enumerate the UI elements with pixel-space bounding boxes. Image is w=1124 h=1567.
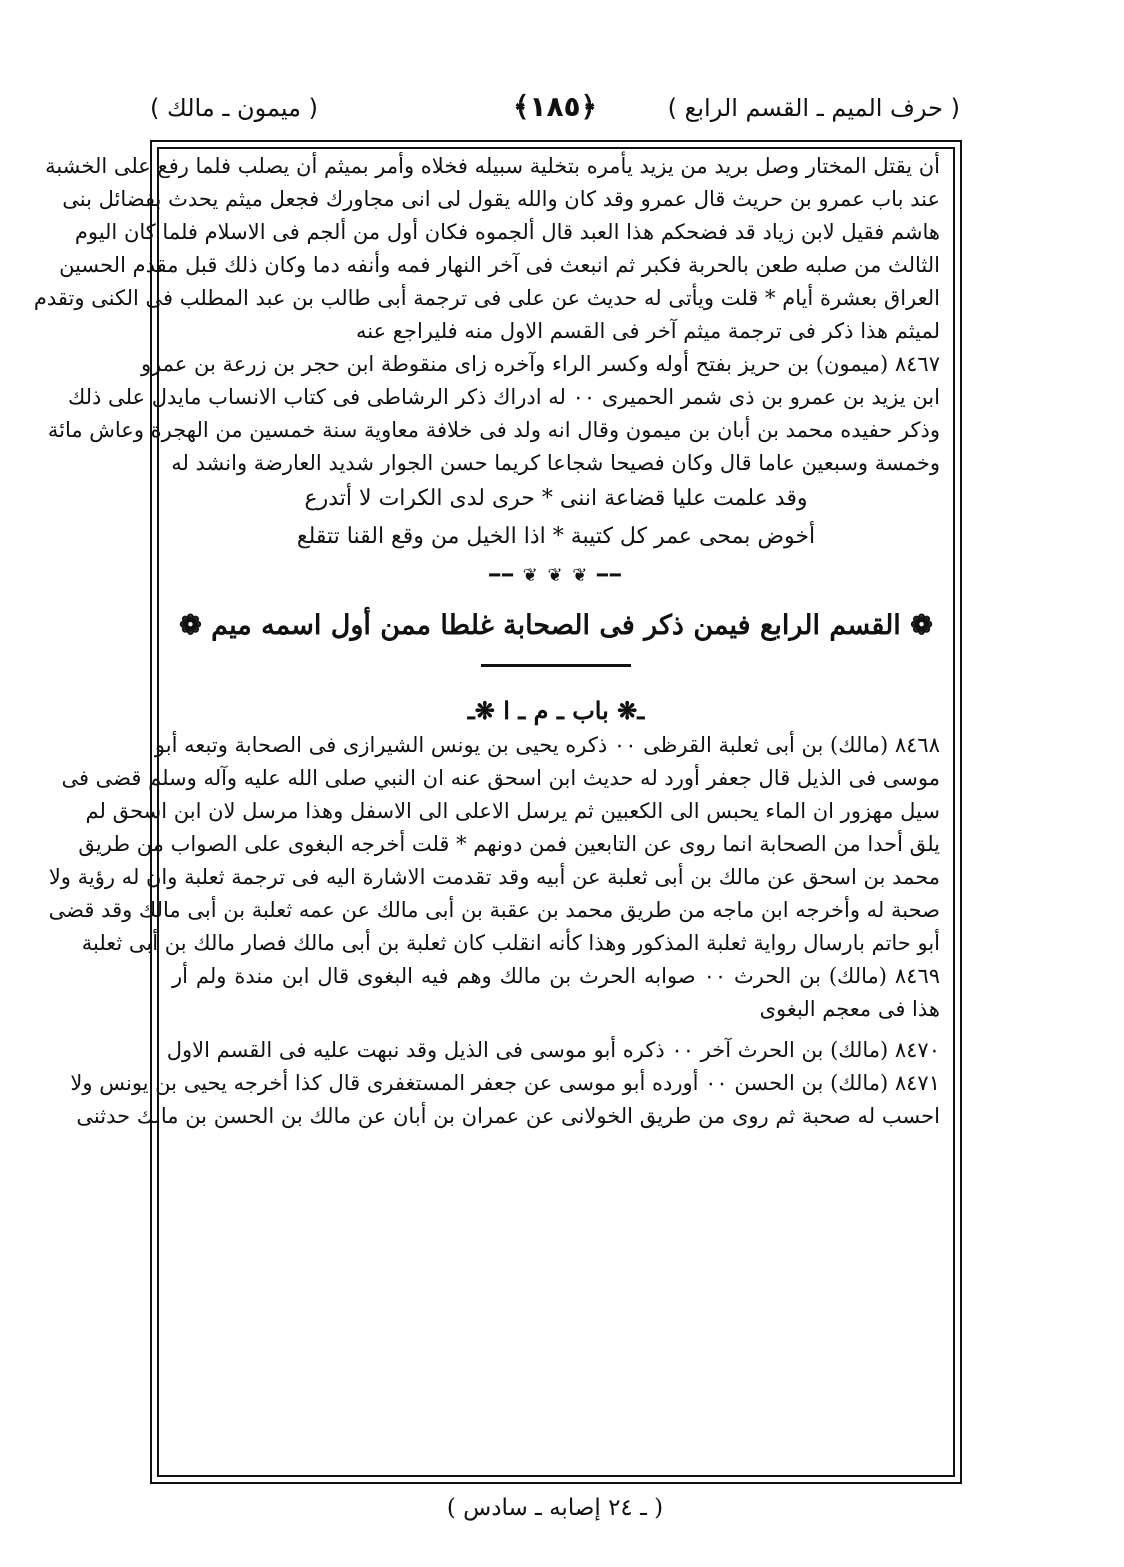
- text-line: ٨٤٧٠ (مالك) بن الحرث آخر ٠٠ ذكره أبو موسى فى الذيل وقد نبهت عليه فى القسم الاول: [166, 1038, 940, 1062]
- entry-8467: [47, 348, 940, 556]
- poem-verse-1: وقد علمت عليا قضاعة اننى * حرى لدى الكرات لا أتدرع: [304, 486, 808, 511]
- text-line: ٨٤٦٩ (مالك) بن الحرث ٠٠ صوابه الحرث بن مالك وهم فيه البغوى قال ابن مندة ولم أر: [172, 964, 941, 988]
- text-line: يلق أحدا من الصحابة انما روى عن التابعين فمن دونهم * قلت أخرجه البغوى على الصواب من طريق: [78, 832, 940, 856]
- text-line: صحبة له وأخرجه ابن ماجه من طريق محمد بن عقبة بن أبى مالك عن عمه ثعلبة بن أبى مالك وقد قضى: [48, 898, 940, 922]
- text-line: أن يقتل المختار وصل بريد من يزيد يأمره بتخلية سبيله فخلاه وأمر بميثم أن يصلب فلما رفع على الخشبة: [45, 154, 940, 178]
- text-line: العراق بعشرة أيام * قلت ويأتى له حديث عن على فى ترجمة أبى طالب بن عبد المطلب فى الكنى وتقدم: [33, 286, 940, 310]
- text-line: سيل مهزور ان الماء يحبس الى الكعبين ثم يرسل الاعلى الى الاسفل وهذا مرسل لان ابن اسحق لم: [85, 799, 940, 823]
- text-line: موسى فى الذيل قال جعفر أورد له حديث ابن اسحق عنه ان النبي صلى الله عليه وآله وسلم قضى فى: [61, 766, 940, 790]
- main-text: [33, 150, 941, 1133]
- section-title: ❁ القسم الرابع فيمن ذكر فى الصحابة غلطا ممن أول اسمه ميم ❁: [179, 610, 933, 641]
- text-line: ٨٤٧١ (مالك) بن الحسن ٠٠ أورده أبو موسى عن جعفر المستغفرى قال كذا أخرجه يحيى بن يونس ولا: [70, 1071, 940, 1095]
- entry-8471: [70, 1067, 940, 1133]
- signature-mark: ( ـ ٢٤ إصابه ـ سادس ): [446, 1495, 664, 1521]
- text-line: ٨٤٦٨ (مالك) بن أبى ثعلبة القرظى ٠٠ ذكره يحيى بن يونس الشيرازى فى الصحابة وتبعه أبو: [154, 733, 940, 757]
- paragraph-maitham-continued: [33, 150, 940, 348]
- text-line: محمد بن اسحق عن مالك بن أبى ثعلبة عن أبيه وقد تقدمت الاشارة اليه فى ترجمة ثعلبة وان له رؤية ولا: [48, 865, 940, 889]
- page-number: ﴿١٨٥﴾: [512, 90, 598, 123]
- text-line: هاشم فقيل لابن زياد قد فضحكم هذا العبد قال ألجموه فكان أول من ألجم فى الاسلام فلما كان اليوم: [74, 220, 940, 244]
- ornament-divider: ━━ ❦ ❦ ❦ ━━: [489, 565, 623, 586]
- entry-8468: [48, 729, 940, 960]
- header-chapter: ( حرف الميم ـ القسم الرابع ): [667, 94, 960, 122]
- text-line: وذكر حفيده محمد بن أبان بن ميمون وقال انه ولد فى خلافة معاوية سنة خمسين من الهجرة وعاش مائة: [47, 418, 940, 442]
- entry-8470: [166, 1034, 940, 1067]
- header-entries: ( ميمون ـ مالك ): [150, 94, 318, 122]
- text-line: الثالث من صلبه طعن بالحربة فكبر ثم انبعث فى آخر النهار فمه وأنفه دما وكان ذلك قبل مقدم الحسين: [59, 253, 940, 277]
- entry-8469: [172, 960, 940, 1026]
- text-line: احسب له صحبة ثم روى من طريق الخولانى عن عمران بن أبان عن مالك بن الحسن بن مالك حدثنى: [76, 1104, 940, 1128]
- text-line: أبو حاتم بارسال رواية ثعلبة المذكور وهذا كأنه انقلب كان ثعلبة بن أبى مالك فصار مالك بن أبى ثعلبة: [81, 931, 940, 955]
- text-line: هذا فى معجم البغوى: [759, 997, 940, 1021]
- running-header: [150, 90, 960, 134]
- text-line: ابن يزيد بن عمرو بن ذى شمر الحميرى ٠٠ له ادراك ذكر الرشاطى فى كتاب الانساب مايدل على ذلك: [67, 385, 940, 409]
- chapter-heading: ـ❋ باب ـ م ـ ا ❋ـ: [467, 696, 645, 725]
- text-line: ٨٤٦٧ (ميمون) بن حريز بفتح أوله وكسر الراء وآخره زاى منقوطة ابن حجر بن زرعة بن عمرو: [140, 352, 940, 376]
- text-line: وخمسة وسبعين عاما قال وكان فصيحا شجاعا كريما حسن الجوار شديد العارضة وانشد له: [171, 451, 940, 475]
- text-line: لميثم هذا ذكر فى ترجمة ميثم آخر فى القسم الاول منه فليراجع عنه: [355, 319, 940, 343]
- text-line: عند باب عمرو بن حريث قال عمرو وقد كان والله يقول لى انى مجاورك فجعل ميثم يحدث بفضائل بنى: [62, 187, 940, 211]
- poem-verse-2: أخوض بمحى عمر كل كتيبة * اذا الخيل من وقع القنا تتقلع: [296, 524, 816, 549]
